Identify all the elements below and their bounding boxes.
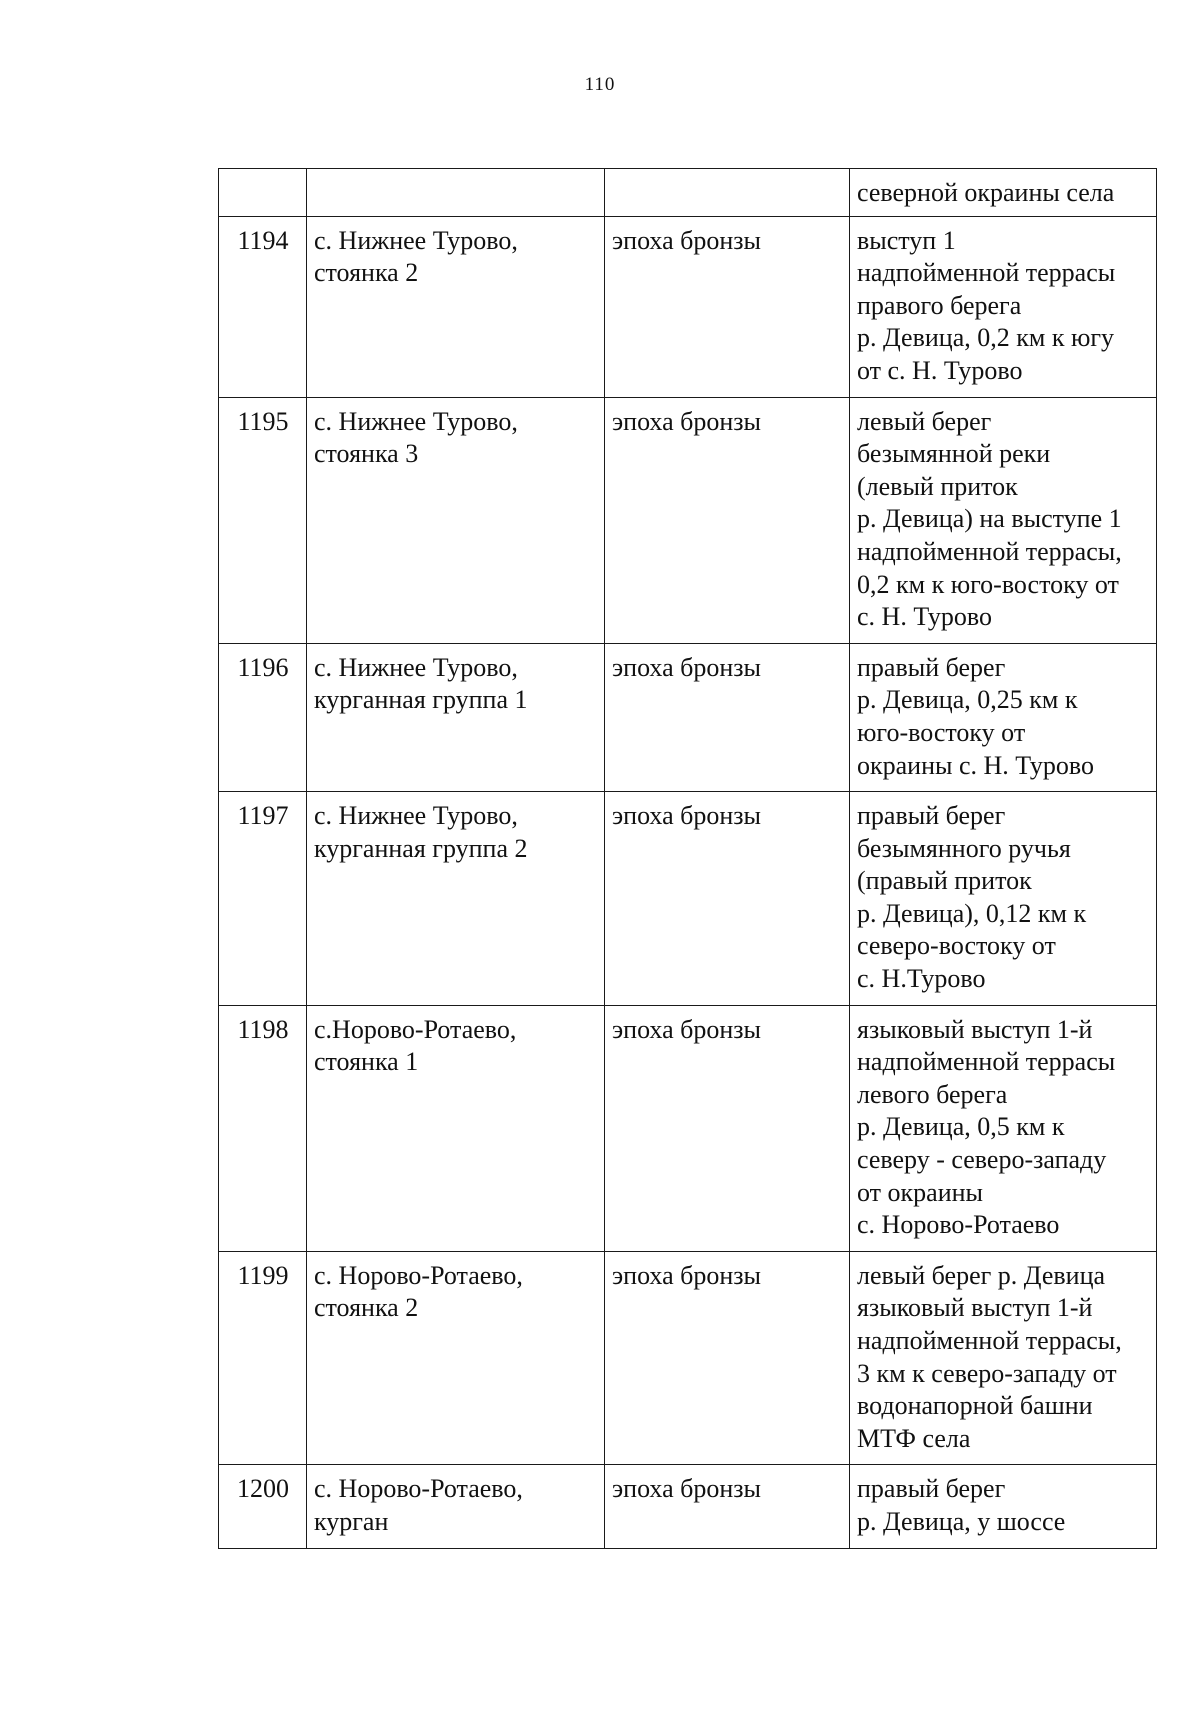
table-row [219, 1251, 1157, 1465]
epoch-cell: эпоха бронзы [605, 216, 850, 397]
location-line: левый берег р. Девица [857, 1260, 1106, 1290]
location-line: р. Девица) на выступе 1 [857, 504, 1122, 534]
location-line: левый берег [857, 406, 992, 436]
table-row [219, 1005, 1157, 1251]
epoch-cell: эпоха бронзы [605, 1251, 850, 1465]
location-cell [850, 169, 1157, 217]
epoch-cell: эпоха бронзы [605, 1005, 850, 1251]
location-line: северной окраины села [857, 178, 1115, 207]
location-line: (левый приток [857, 471, 1018, 501]
site-name-line: с. Нижнее Турово, [314, 652, 518, 682]
table-row [219, 643, 1157, 791]
site-name-cell [307, 792, 605, 1006]
location-line: р. Девица, у шоссе [857, 1506, 1066, 1536]
site-name-cell [307, 1465, 605, 1548]
site-number: 1194 [219, 216, 307, 397]
table-row [219, 792, 1157, 1006]
site-name-line: с. Нижнее Турово, [314, 801, 518, 831]
location-line: правый берег [857, 1474, 1006, 1504]
site-name-cell [307, 1251, 605, 1465]
location-line: выступ 1 [857, 225, 956, 255]
site-name-line: стоянка 3 [314, 439, 419, 469]
site-number: 1197 [219, 792, 307, 1006]
site-number: 1198 [219, 1005, 307, 1251]
location-line: правого берега [857, 290, 1022, 320]
location-line: р. Девица), 0,12 км к [857, 898, 1087, 928]
location-cell [850, 792, 1157, 1006]
location-line: северо-востоку от [857, 931, 1056, 961]
site-name-line: стоянка 2 [314, 1293, 419, 1323]
location-line: правый берег [857, 801, 1006, 831]
location-line: р. Девица, 0,25 км к [857, 685, 1078, 715]
site-name-line: стоянка 1 [314, 1047, 419, 1077]
table-row [219, 397, 1157, 643]
location-line: МТФ села [857, 1423, 971, 1453]
location-cell [850, 1251, 1157, 1465]
location-line: 3 км к северо-западу от [857, 1358, 1117, 1388]
location-line: р. Девица, 0,5 км к [857, 1112, 1065, 1142]
location-line: надпойменной террасы, [857, 536, 1122, 566]
epoch-cell: эпоха бронзы [605, 397, 850, 643]
site-number: 1199 [219, 1251, 307, 1465]
site-name-cell [307, 1005, 605, 1251]
location-line: водонапорной башни [857, 1391, 1093, 1421]
location-cell [850, 1465, 1157, 1548]
site-number: 1200 [219, 1465, 307, 1548]
epoch-cell: эпоха бронзы [605, 1465, 850, 1548]
site-number: 1196 [219, 643, 307, 791]
epoch-cell [605, 169, 850, 217]
location-cell [850, 216, 1157, 397]
site-name-line: с. Норово-Ротаево, [314, 1260, 523, 1290]
site-number: 1195 [219, 397, 307, 643]
site-name-cell [307, 643, 605, 791]
location-cell [850, 1005, 1157, 1251]
location-line: языковый выступ 1-й [857, 1293, 1093, 1323]
location-line: р. Девица, 0,2 км к югу [857, 323, 1115, 353]
site-name-line: с.Норово-Ротаево, [314, 1014, 517, 1044]
num-cell [219, 169, 307, 217]
location-cell [850, 643, 1157, 791]
location-line: языковый выступ 1-й [857, 1014, 1093, 1044]
location-line: 0,2 км к юго-востоку от [857, 569, 1119, 599]
location-line: безымянного ручья [857, 833, 1071, 863]
table-row [219, 1465, 1157, 1548]
table-row [219, 216, 1157, 397]
continuation-row [219, 169, 1157, 217]
location-line: надпойменной террасы, [857, 1326, 1122, 1355]
site-name-line: курган [314, 1506, 389, 1536]
site-name-line: курганная группа 2 [314, 833, 528, 863]
location-line: окраины с. Н. Турово [857, 750, 1094, 780]
name-cell [307, 169, 605, 217]
location-line: (правый приток [857, 866, 1032, 896]
location-line: с. Норово-Ротаево [857, 1210, 1060, 1240]
site-name-cell [307, 216, 605, 397]
site-name-line: стоянка 2 [314, 258, 419, 288]
location-line: северу - северо-западу [857, 1145, 1107, 1175]
location-line: от с. Н. Турово [857, 355, 1023, 385]
page-number: 110 [584, 74, 616, 95]
location-line: от окраины [857, 1177, 983, 1207]
epoch-cell: эпоха бронзы [605, 643, 850, 791]
location-line: надпойменной террасы [857, 258, 1116, 288]
site-name-line: с. Норово-Ротаево, [314, 1474, 523, 1504]
epoch-cell: эпоха бронзы [605, 792, 850, 1006]
site-name-line: курганная группа 1 [314, 685, 528, 715]
site-name-cell [307, 397, 605, 643]
location-line: с. Н.Турово [857, 964, 986, 994]
site-name-line: с. Нижнее Турово, [314, 225, 518, 255]
heritage-sites-table [218, 168, 1157, 1549]
location-line: правый берег [857, 652, 1006, 682]
location-line: юго-востоку от [857, 717, 1026, 747]
location-line: левого берега [857, 1079, 1008, 1109]
location-line: с. Н. Турово [857, 602, 993, 632]
location-line: безымянной реки [857, 439, 1051, 469]
location-cell [850, 397, 1157, 643]
location-line: надпойменной террасы [857, 1047, 1116, 1077]
site-name-line: с. Нижнее Турово, [314, 406, 518, 436]
